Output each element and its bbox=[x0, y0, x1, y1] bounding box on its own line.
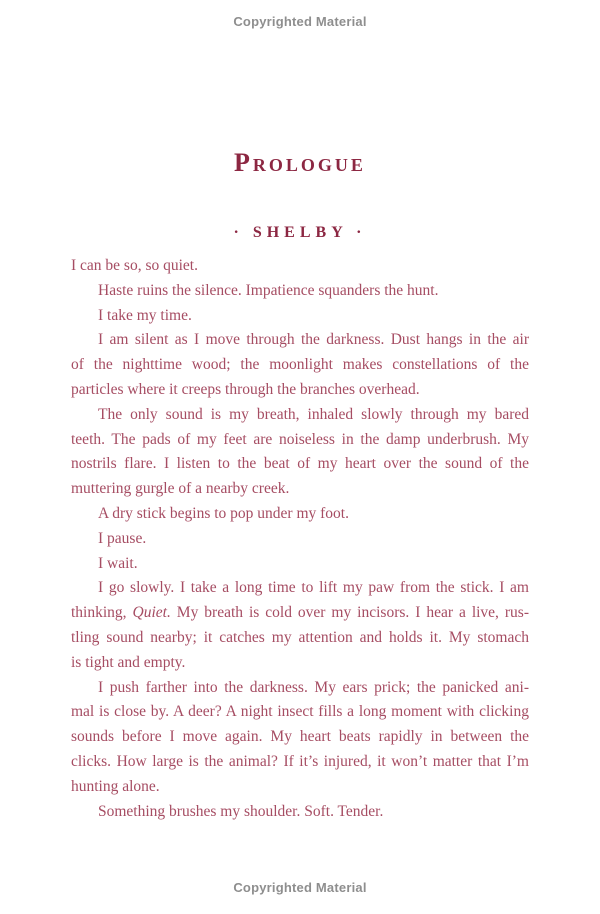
paragraph bbox=[71, 502, 529, 527]
section-heading: · SHELBY · bbox=[233, 224, 367, 241]
text-line: hunting alone. bbox=[71, 777, 160, 795]
chapter-title: Prologue bbox=[234, 148, 366, 177]
text-line: I go slowly. I take a long time to lift my paw from the stick. I am bbox=[98, 579, 529, 597]
paragraph bbox=[71, 328, 529, 402]
paragraph bbox=[71, 304, 529, 329]
text-line: of the nighttime wood; the moonlight makes constellations of the bbox=[71, 356, 529, 374]
text-line: particles where it creeps through the branches overhead. bbox=[71, 380, 420, 398]
text-line: I am silent as I move through the darkness. Dust hangs in the air bbox=[98, 331, 529, 349]
text-line: Something brushes my shoulder. Soft. Tender. bbox=[98, 802, 384, 820]
text-line: I take my time. bbox=[98, 306, 192, 324]
paragraph bbox=[71, 576, 529, 675]
text-line: I pause. bbox=[98, 529, 147, 547]
copyright-notice-top: Copyrighted Material bbox=[233, 14, 367, 29]
paragraph bbox=[71, 279, 529, 304]
paragraph bbox=[71, 676, 529, 800]
text-line: Haste ruins the silence. Impatience squanders the hunt. bbox=[98, 281, 439, 299]
text-line: I wait. bbox=[98, 554, 138, 572]
text-line: nostrils flare. I listen to the beat of my heart over the sound of the bbox=[71, 455, 529, 473]
paragraph bbox=[71, 552, 529, 577]
text-line: muttering gurgle of a nearby creek. bbox=[71, 480, 290, 498]
text-line: mal is close by. A deer? A night insect fills a long moment with clicking bbox=[71, 703, 529, 721]
paragraph bbox=[71, 403, 529, 502]
text-line: tling sound nearby; it catches my attention and holds it. My stomach bbox=[71, 628, 529, 646]
text-line: thinking, Quiet. My breath is cold over my incisors. I hear a live, rus- bbox=[71, 604, 529, 622]
text-line: I can be so, so quiet. bbox=[71, 257, 198, 274]
text-line: clicks. How large is the animal? If it’s injured, it won’t matter that I’m bbox=[71, 752, 529, 770]
paragraph bbox=[71, 800, 529, 825]
paragraph bbox=[71, 254, 529, 279]
text-line: teeth. The pads of my feet are noiseless in the damp underbrush. My bbox=[71, 430, 529, 448]
copyright-notice-bottom: Copyrighted Material bbox=[233, 880, 367, 895]
paragraph bbox=[71, 527, 529, 552]
text-line: A dry stick begins to pop under my foot. bbox=[98, 504, 349, 522]
text-line: sounds before I move again. My heart beats rapidly in between the bbox=[71, 728, 529, 746]
text-line: I push farther into the darkness. My ears prick; the panicked ani- bbox=[98, 678, 529, 696]
body-text bbox=[71, 254, 529, 824]
text-line: The only sound is my breath, inhaled slowly through my bared bbox=[98, 405, 529, 423]
text-line: is tight and empty. bbox=[71, 653, 186, 671]
